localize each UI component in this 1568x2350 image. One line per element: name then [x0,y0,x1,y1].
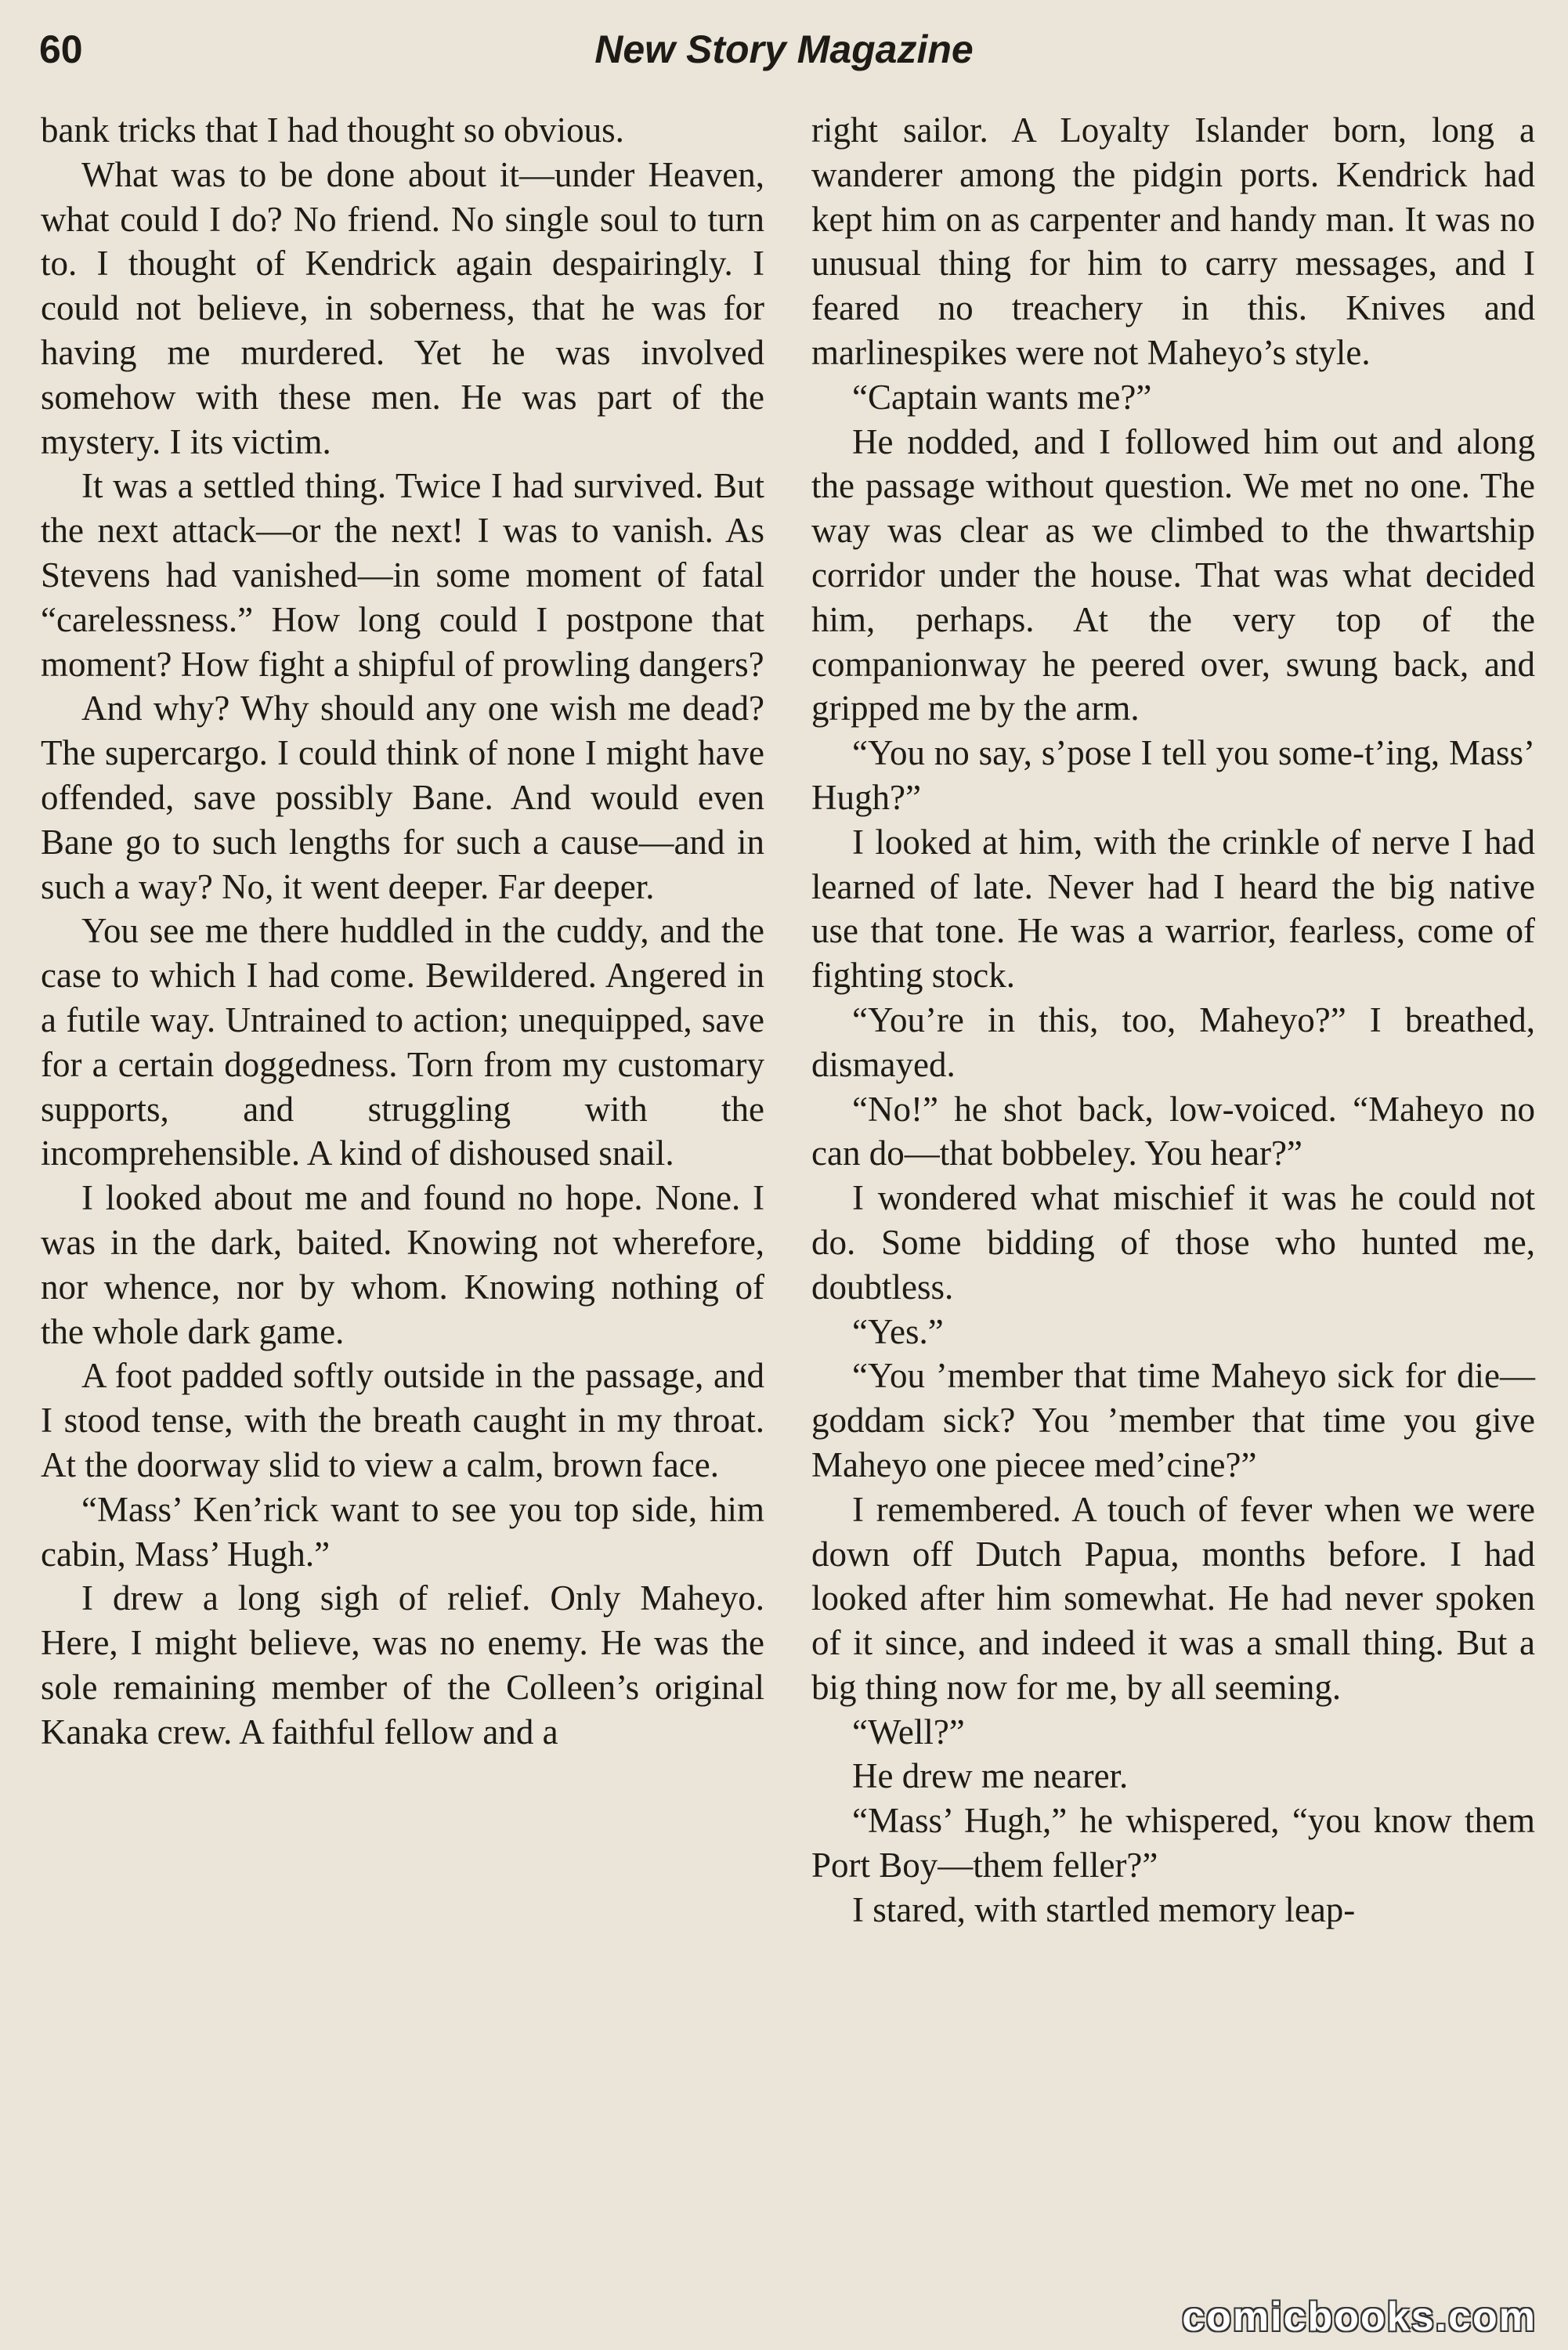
paragraph: What was to be done about it—under Heaven, what could I do? No friend. No single soul to turn to. I thought of Kendrick again despairingly. I could not believe, in soberness, that he was for having me murdered. Yet he was involved somehow with these men. He was part of the mystery. I its victim. [41,154,764,461]
paragraph: “Captain wants me?” [852,377,1152,417]
paragraph: He nodded, and I followed him out and along the passage without question. We met no one. The way was clear as we climbed to the thwartship corridor under the house. That was what decided him, perhaps. At the very top of the companionway he peered over, swung back, and gripped me by the arm. [811,421,1535,728]
paragraph: I stared, with startled memory leap- [852,1889,1356,1929]
right-column [811,108,1535,1932]
paragraph: “Yes.” [852,1311,944,1351]
paragraph: I wondered what mischief it was he could not do. Some bidding of those who hunted me, doubtless. [811,1178,1535,1307]
paragraph: “You’re in this, too, Maheyo?” I breathed, dismayed. [811,1000,1535,1084]
paragraph: You see me there huddled in the cuddy, and the case to which I had come. Bewildered. Angered in a futile way. Untrained to action; unequipped, save for a certain doggedness. Torn from my customary supports, and struggling with the incomprehensible. A kind of dishoused snail. [41,911,764,1173]
paragraph: I drew a long sigh of relief. Only Maheyo. Here, I might believe, was no enemy. He was the sole remaining member of the Colleen’s original Kanaka crew. A faithful fellow and a [41,1578,764,1752]
page-header [39,22,1529,85]
paragraph: He drew me nearer. [852,1756,1129,1796]
paragraph: bank tricks that I had thought so obvious. [41,110,624,150]
paragraph: It was a settled thing. Twice I had survived. But the next attack—or the next! I was to vanish. As Stevens had vanished—in some moment of fatal “carelessness.” How long could I postpone that moment? How fight a shipful of prowling dangers? [41,466,764,684]
paragraph: I remembered. A touch of fever when we were down off Dutch Papua, months before. I had looked after him somewhat. He had never spoken of it since, and indeed it was a small thing. But a big thing now for me, by all seeming. [811,1489,1535,1707]
paragraph: “You no say, s’pose I tell you some-t’ing, Mass’ Hugh?” [811,733,1535,817]
paragraph: “Mass’ Ken’rick want to see you top side, him cabin, Mass’ Hugh.” [41,1489,764,1574]
paragraph: “Mass’ Hugh,” he whispered, “you know them Port Boy—them feller?” [811,1801,1535,1885]
left-column [41,108,764,1754]
paragraph: “No!” he shot back, low-voiced. “Maheyo no can do—that bobbeley. You hear?” [811,1089,1535,1173]
paragraph: “Well?” [852,1712,965,1752]
paragraph: A foot padded softly outside in the passage, and I stood tense, with the breath caught in my throat. At the doorway slid to view a calm, brown face. [41,1356,764,1484]
site-watermark: comicbooks.com [1182,2294,1537,2340]
paragraph: “You ’member that time Maheyo sick for die—goddam sick? You ’member that time you give Maheyo one piecee med’cine?” [811,1356,1535,1484]
paragraph: And why? Why should any one wish me dead? The supercargo. I could think of none I might have offended, save possibly Bane. And would even Bane go to such lengths for such a cause—and in such a way? No, it went deeper. Far deeper. [41,689,764,906]
magazine-title: New Story Magazine [594,27,974,71]
paragraph: I looked at him, with the crinkle of nerve I had learned of late. Never had I heard the big native use that tone. He was a warrior, fearless, come of fighting stock. [811,822,1535,996]
paragraph: right sailor. A Loyalty Islander born, long a wanderer among the pidgin ports. Kendrick had kept him on as carpenter and handy man. It was no unusual thing for him to carry messages, and I feared no treachery in this. Knives and marlinespikes were not Maheyo’s style. [811,110,1535,372]
page-number: 60 [39,27,83,71]
paragraph: I looked about me and found no hope. None. I was in the dark, baited. Knowing not wherefore, nor whence, nor by whom. Knowing nothing of the whole dark game. [41,1178,764,1351]
